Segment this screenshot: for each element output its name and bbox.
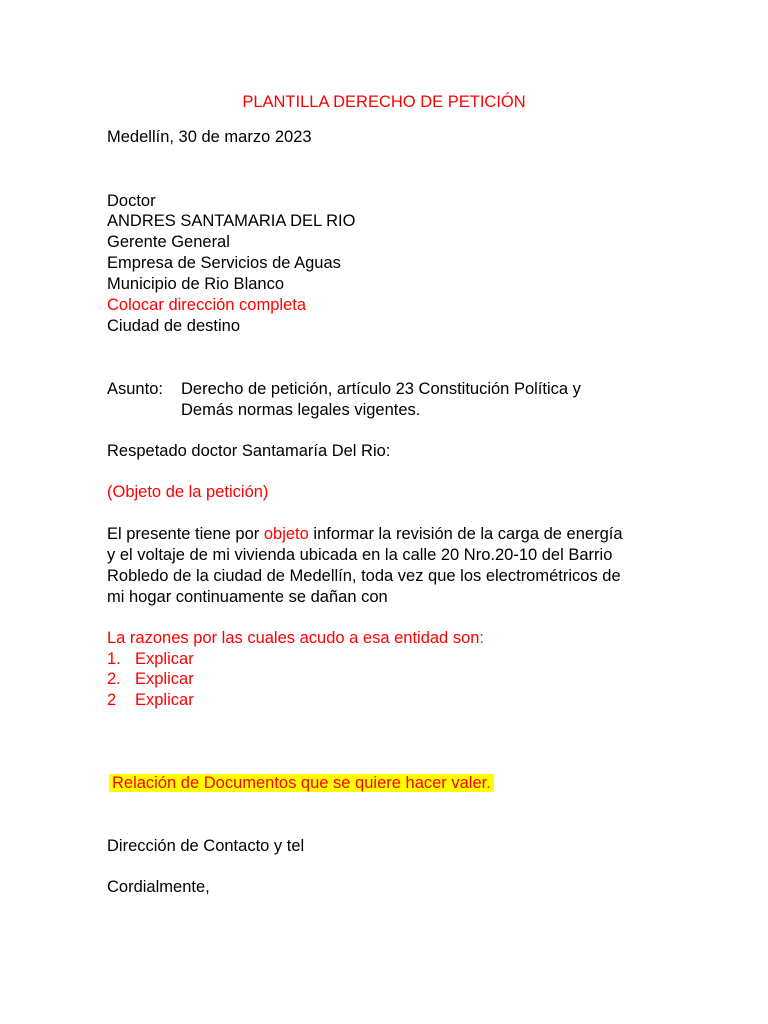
body-line-4: mi hogar continuamente se dañan con [107,588,388,606]
recipient-address-placeholder: Colocar dirección completa [107,296,307,314]
list-item [107,690,194,710]
documents-relation: Relación de Documentos que se quiere hacer valer. [109,774,494,792]
body-line-1-keyword: objeto [263,525,309,543]
documents-relation-line [109,773,494,793]
object-placeholder: (Objeto de la petición) [107,483,269,501]
closing: Cordialmente, [107,878,210,896]
list-item-text: Explicar [135,691,194,709]
body-line-2: y el voltaje de mi vivienda ubicada en la calle 20 Nro.20-10 del Barrio [107,546,613,564]
subject-line-1 [107,379,581,399]
list-item-text: Explicar [135,650,194,668]
list-item-number: 1. [107,650,121,668]
body-line-1-prefix: El presente tiene por [107,525,260,543]
recipient-company: Empresa de Servicios de Aguas [107,254,341,272]
body-line-3: Robledo de la ciudad de Medellín, toda vez que los electrométricos de [107,567,621,585]
document-title: PLANTILLA DERECHO DE PETICIÓN [242,93,526,111]
recipient-salutation-title: Doctor [107,192,156,210]
subject-text-2: Demás normas legales vigentes. [181,401,421,419]
list-item [107,669,194,689]
reasons-intro: La razones por las cuales acudo a esa entidad son: [107,629,485,647]
date-line: Medellín, 30 de marzo 2023 [107,128,312,146]
recipient-municipality: Municipio de Rio Blanco [107,275,285,293]
list-item-number: 2 [107,691,117,709]
list-item [107,649,194,669]
list-item-text: Explicar [135,670,194,688]
body-line-1-suffix: informar la revisión de la carga de energía [313,525,623,543]
greeting: Respetado doctor Santamaría Del Rio: [107,442,391,460]
recipient-city: Ciudad de destino [107,317,241,335]
recipient-position: Gerente General [107,233,230,251]
recipient-name: ANDRES SANTAMARIA DEL RIO [107,212,356,230]
list-item-number: 2. [107,670,121,688]
body-line-1 [107,524,623,544]
subject-label: Asunto: [107,380,163,398]
contact-line: Dirección de Contacto y tel [107,837,305,855]
subject-text-1: Derecho de petición, artículo 23 Constitución Política y [181,380,581,398]
